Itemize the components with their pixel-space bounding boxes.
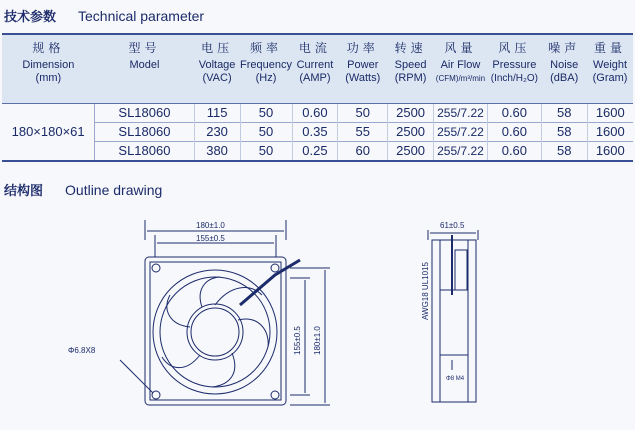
- header-cell: [240, 34, 292, 103]
- table-cell: 230: [194, 122, 240, 141]
- wire-label: AWG18 UL1015: [421, 262, 430, 320]
- header-cell: [433, 34, 487, 103]
- header-unit: (AMP): [299, 72, 331, 84]
- table-cell: 58: [541, 141, 587, 161]
- header-en: Dimension: [22, 59, 75, 71]
- table-cell: 50: [240, 141, 292, 161]
- dim-height-outer: 180±1.0: [313, 326, 322, 355]
- header-unit: (Watts): [345, 72, 381, 84]
- table-cell: 60: [338, 141, 388, 161]
- table-row: [2, 141, 633, 161]
- header-en: Speed: [394, 59, 427, 71]
- table-cell: 2500: [388, 141, 434, 161]
- table-cell: 1600: [587, 122, 633, 141]
- dim-width-outer: 180±1.0: [196, 221, 225, 230]
- table-cell: 0.60: [487, 141, 541, 161]
- table-cell: 2500: [388, 103, 434, 122]
- header-unit: (VAC): [202, 72, 232, 84]
- header-zh: 型号: [128, 41, 161, 55]
- header-zh: 转速: [394, 41, 427, 55]
- header-zh: 风压: [498, 41, 531, 55]
- outline-title-en: Outline drawing: [65, 182, 163, 198]
- header-row: [2, 34, 633, 103]
- header-unit: (Gram): [592, 72, 628, 84]
- table-cell: SL18060: [118, 143, 171, 158]
- header-en: Voltage: [198, 59, 236, 71]
- header-en: Air Flow: [440, 59, 481, 71]
- table-body: [2, 103, 633, 161]
- header-cell: [388, 34, 434, 103]
- outline-title-zh: 结构图: [4, 183, 44, 198]
- header-en: Current: [296, 59, 334, 71]
- technical-parameter-title: [4, 6, 204, 25]
- table-cell: 50: [240, 103, 292, 122]
- header-zh: 噪声: [548, 41, 581, 55]
- table-cell: SL18060: [118, 124, 171, 139]
- table-cell: 0.25: [292, 141, 338, 161]
- dimension-cell: 180×180×61: [2, 103, 95, 161]
- header-cell: [487, 34, 541, 103]
- header-unit: (dBA): [550, 72, 579, 84]
- side-width: 61±0.5: [440, 221, 465, 230]
- dim-width-inner: 155±0.5: [196, 234, 225, 243]
- header-en: Noise: [550, 59, 579, 71]
- table-cell: 255/7.22: [433, 141, 487, 161]
- hole-label: Φ6.8X8: [68, 346, 96, 355]
- table-cell: 50: [240, 122, 292, 141]
- header-unit: (mm): [35, 72, 62, 84]
- dim-height-inner: 155±0.5: [293, 326, 302, 355]
- header-zh: 频率: [250, 41, 283, 55]
- table-row: [2, 122, 633, 141]
- header-zh: 重量: [594, 41, 627, 55]
- table-cell: 1600: [587, 141, 633, 161]
- tech-title-en: Technical parameter: [78, 8, 205, 24]
- table-cell: SL18060: [118, 105, 171, 120]
- header-cell: [338, 34, 388, 103]
- header-unit: (RPM): [394, 72, 427, 84]
- table-cell: 380: [194, 141, 240, 161]
- tech-title-zh: 技术参数: [4, 9, 57, 24]
- table-cell: 58: [541, 103, 587, 122]
- screw-label: Φ8 M4: [446, 376, 465, 382]
- table-cell: 255/7.22: [433, 122, 487, 141]
- header-zh: 电压: [201, 41, 234, 55]
- header-en: Pressure: [492, 59, 537, 71]
- table-cell: 50: [338, 103, 388, 122]
- table-cell: 55: [338, 122, 388, 141]
- header-cell: [587, 34, 633, 103]
- table-cell: 0.60: [292, 103, 338, 122]
- table-cell: 0.35: [292, 122, 338, 141]
- header-unit: (Hz): [255, 72, 277, 84]
- table-cell: 58: [541, 122, 587, 141]
- table-cell: 115: [194, 103, 240, 122]
- outline-drawing: [0, 195, 635, 430]
- header-zh: 风量: [444, 41, 477, 55]
- table-cell: 255/7.22: [433, 103, 487, 122]
- header-en: Power: [347, 59, 379, 71]
- table-cell: 1600: [587, 103, 633, 122]
- header-en: Model: [129, 59, 160, 71]
- header-unit: (Inch/H₂O): [490, 73, 538, 84]
- header-zh: 功率: [346, 41, 379, 55]
- header-en: Frequency: [240, 59, 292, 71]
- header-cell: [541, 34, 587, 103]
- header-cell: [194, 34, 240, 103]
- header-cell: [2, 34, 95, 103]
- header-zh: 电流: [298, 41, 331, 55]
- header-cell: [292, 34, 338, 103]
- spec-table: [2, 33, 633, 162]
- table-cell: 2500: [388, 122, 434, 141]
- header-zh: 规格: [32, 41, 65, 55]
- header-en: Weight: [593, 59, 628, 71]
- header-unit: (CFM)/m³/min: [435, 74, 486, 83]
- table-row: [2, 103, 633, 122]
- table-cell: 0.60: [487, 103, 541, 122]
- table-cell: 0.60: [487, 122, 541, 141]
- header-cell: [95, 34, 194, 103]
